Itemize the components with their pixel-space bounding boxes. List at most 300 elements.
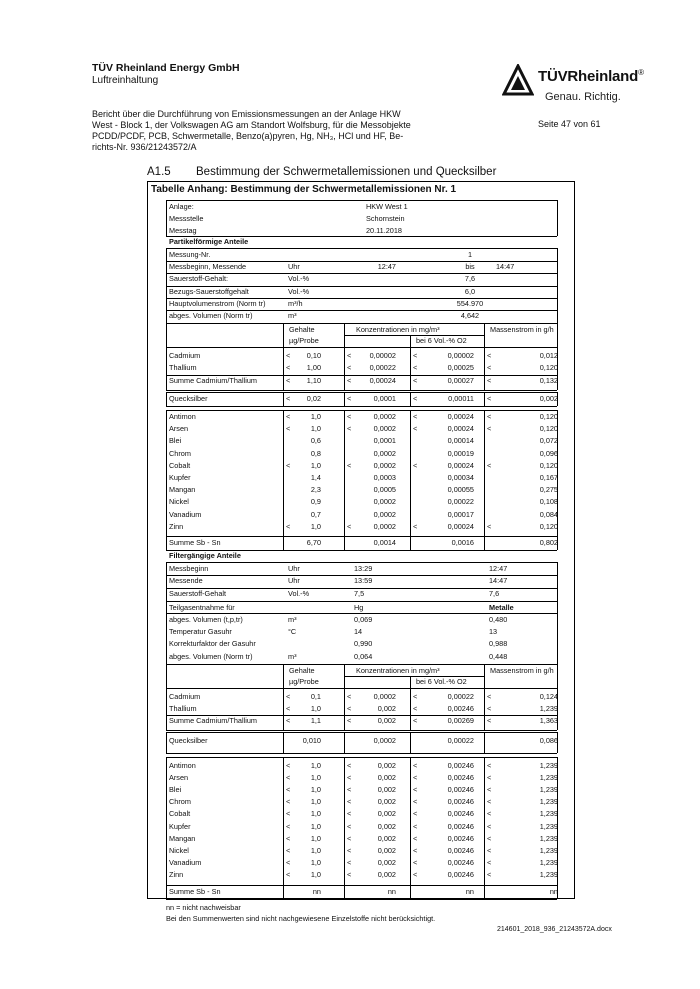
column-header: µg/Probe [289, 336, 319, 346]
rule-line [166, 562, 167, 601]
param-value: 0,990 [354, 639, 373, 649]
value-cell: 1,239 [539, 821, 558, 831]
rule-line [166, 410, 557, 411]
less-than-sign: < [347, 858, 352, 868]
less-than-sign: < [413, 716, 418, 726]
rule-line [166, 613, 167, 664]
rule-line [166, 410, 167, 536]
rule-line [344, 536, 345, 550]
value-cell: 0,010 [302, 736, 321, 746]
value-cell: 0,00055 [447, 485, 474, 495]
section-heading: Filtergängige Anteile [169, 551, 241, 561]
value-cell: 0,00034 [447, 473, 474, 482]
value-cell: 0,802 [539, 538, 558, 547]
value-cell: 0,00019 [447, 448, 474, 458]
param-label: Hauptvolumenstrom (Norm tr) [169, 298, 266, 308]
less-than-sign: < [286, 833, 291, 843]
value-cell: 0,00002 [447, 351, 474, 361]
row-label: Blei [169, 785, 182, 794]
rule-line [166, 392, 167, 406]
value-cell: 1,0 [310, 858, 321, 868]
rule-line [283, 885, 284, 899]
value-cell: 0,0014 [373, 538, 396, 547]
value-cell: 1,4 [310, 473, 321, 482]
less-than-sign: < [413, 363, 418, 373]
value-cell: 0,002 [377, 772, 396, 782]
page-number: Seite 47 von 61 [538, 119, 601, 129]
column-header: Gehalte [289, 325, 315, 335]
value-cell: 0,0005 [373, 485, 396, 495]
less-than-sign: < [347, 704, 352, 713]
less-than-sign: < [286, 691, 291, 701]
value-cell: 0,00022 [447, 497, 474, 507]
value-cell: 0,00022 [369, 363, 396, 373]
rule-line [410, 347, 411, 390]
less-than-sign: < [347, 424, 352, 434]
company-name: TÜV Rheinland Energy GmbH [92, 62, 240, 74]
param-value: 554.970 [456, 298, 484, 308]
rule-line [283, 536, 284, 550]
less-than-sign: < [286, 704, 291, 713]
param-label: Messung-Nr. [169, 250, 211, 259]
value-cell: 1,0 [310, 704, 321, 713]
row-label: Nickel [169, 846, 189, 855]
row-label: Summe Cadmium/Thallium [169, 716, 257, 726]
param-unit: Vol.-% [288, 588, 310, 598]
rule-line [166, 885, 557, 886]
rule-line [166, 664, 167, 688]
rule-line [283, 392, 284, 406]
value-cell: 0,0002 [373, 736, 396, 746]
value-cell: 0,00246 [447, 704, 474, 713]
param-unit: °C [288, 627, 297, 637]
param-label: Bezugs-Sauerstoffgehalt [169, 286, 249, 296]
value-cell: 1,0 [310, 809, 321, 819]
param-value: 0,988 [489, 639, 508, 649]
less-than-sign: < [487, 460, 492, 470]
brand-logo-text [538, 68, 644, 85]
less-than-sign: < [286, 351, 291, 361]
rule-line [166, 536, 557, 537]
less-than-sign: < [413, 858, 418, 868]
report-line: West - Block 1, der Volkswagen AG am Standort Wolfsburg, für die Messobjekte [92, 120, 411, 130]
value-cell: 0,0003 [373, 473, 396, 482]
rule-line [166, 732, 557, 733]
param-value: 13:59 [354, 576, 373, 586]
rule-line [557, 536, 558, 550]
less-than-sign: < [347, 870, 352, 880]
rule-line [344, 757, 345, 885]
less-than-sign: < [413, 691, 418, 701]
less-than-sign: < [286, 821, 291, 831]
rule-line [484, 757, 485, 885]
param-value: Metalle [489, 602, 514, 612]
value-cell: 0,002 [377, 821, 396, 831]
info-value: Schornstein [366, 214, 405, 223]
tuv-triangle-icon [502, 64, 534, 96]
rule-line [344, 885, 345, 899]
value-cell: 2,3 [310, 485, 321, 495]
value-cell: 0,0002 [373, 521, 396, 531]
value-cell: nn [549, 886, 558, 896]
less-than-sign: < [347, 821, 352, 831]
info-label: Anlage: [169, 202, 194, 211]
value-cell: 0,0002 [373, 691, 396, 701]
column-header: Gehalte [289, 665, 315, 675]
less-than-sign: < [487, 375, 492, 385]
less-than-sign: < [487, 424, 492, 434]
rule-line [166, 248, 557, 249]
less-than-sign: < [347, 797, 352, 807]
value-cell: 0,00011 [448, 393, 474, 403]
value-cell: 0,1 [310, 691, 321, 701]
less-than-sign: < [487, 809, 492, 819]
value-cell: 1,0 [310, 424, 321, 434]
rule-line [484, 536, 485, 550]
value-cell: 0,002 [377, 797, 396, 807]
less-than-sign: < [487, 521, 492, 531]
param-unit: m³ [288, 651, 297, 661]
param-label: Messbeginn [169, 564, 209, 574]
rule-line [283, 688, 284, 731]
rule-line [166, 885, 167, 899]
param-value: 0,480 [489, 615, 508, 624]
rule-line [166, 715, 557, 716]
row-label: Cobalt [169, 460, 191, 470]
column-header: bei 6 Vol.-% O2 [416, 676, 467, 686]
rule-line [410, 732, 411, 752]
param-label: Messende [169, 576, 203, 586]
less-than-sign: < [487, 785, 492, 794]
value-cell: nn [387, 886, 396, 896]
row-label: Cadmium [169, 351, 201, 361]
value-cell: 0,0016 [451, 538, 474, 547]
value-cell: 0,002 [377, 809, 396, 819]
value-cell: 0,00024 [447, 460, 474, 470]
value-cell: 0,002 [377, 785, 396, 794]
rule-line [484, 410, 485, 536]
row-label: Antimon [169, 760, 196, 770]
row-label: Thallium [169, 704, 197, 713]
value-cell: 0,00246 [447, 833, 474, 843]
less-than-sign: < [286, 846, 291, 855]
report-description [92, 109, 422, 153]
less-than-sign: < [487, 772, 492, 782]
value-cell: 1,00 [306, 363, 321, 373]
rule-line [344, 732, 345, 752]
rule-line [166, 730, 557, 731]
value-cell: 0,120 [539, 363, 558, 373]
param-value: 6,0 [464, 286, 476, 296]
row-label: Kupfer [169, 821, 191, 831]
brand-registered-mark: ® [638, 68, 644, 77]
rule-line [283, 732, 284, 752]
param-unit: Vol.-% [288, 286, 310, 296]
param-value: 7,5 [354, 588, 365, 598]
less-than-sign: < [413, 521, 418, 531]
less-than-sign: < [286, 870, 291, 880]
row-label: Zinn [169, 521, 184, 531]
value-cell: 0,02 [306, 393, 321, 403]
rule-line [557, 688, 558, 731]
value-cell: 0,00022 [447, 691, 474, 701]
column-header: Konzentrationen in mg/m³ [356, 665, 440, 675]
less-than-sign: < [286, 393, 291, 403]
value-cell: 1,0 [310, 785, 321, 794]
less-than-sign: < [487, 351, 492, 361]
less-than-sign: < [413, 375, 418, 385]
value-cell: 0,0002 [373, 424, 396, 434]
less-than-sign: < [413, 772, 418, 782]
section-number: A1.5 [147, 166, 171, 178]
value-cell: 0,00246 [447, 760, 474, 770]
value-cell: 1,10 [306, 375, 321, 385]
rule-line [166, 200, 167, 236]
less-than-sign: < [413, 797, 418, 807]
column-header: Massenstrom in g/h [490, 665, 554, 675]
report-line: Bericht über die Durchführung von Emissionsmessungen an der Anlage HKW [92, 109, 401, 119]
value-cell: 1,239 [539, 809, 558, 819]
less-than-sign: < [286, 375, 291, 385]
less-than-sign: < [413, 704, 418, 713]
less-than-sign: < [286, 809, 291, 819]
column-header: bei 6 Vol.-% O2 [416, 336, 467, 346]
rule-line [166, 757, 557, 758]
rule-line [166, 688, 167, 731]
param-value: bis [465, 262, 475, 272]
row-label: Kupfer [169, 473, 191, 482]
param-value: 12:47 [489, 564, 508, 574]
less-than-sign: < [347, 351, 352, 361]
param-value: 0,069 [354, 615, 373, 624]
row-label: Quecksilber [169, 736, 208, 746]
value-cell: 1,239 [539, 772, 558, 782]
less-than-sign: < [487, 716, 492, 726]
value-cell: 0,00022 [447, 736, 474, 746]
param-value: 0,448 [489, 651, 508, 661]
value-cell: 0,00027 [447, 375, 474, 385]
value-cell: 0,002 [377, 846, 396, 855]
less-than-sign: < [286, 412, 291, 421]
less-than-sign: < [347, 772, 352, 782]
info-label: Messtag [169, 226, 197, 235]
value-cell: 0,00024 [447, 424, 474, 434]
rule-line [410, 885, 411, 899]
rule-line [484, 732, 485, 752]
value-cell: 0,084 [539, 509, 558, 519]
rule-line [166, 664, 557, 665]
rule-line [166, 347, 557, 348]
less-than-sign: < [413, 460, 418, 470]
value-cell: 0,00246 [447, 785, 474, 794]
rule-line [166, 613, 557, 614]
column-header: Konzentrationen in mg/m³ [356, 325, 440, 335]
value-cell: 6,70 [306, 538, 321, 547]
less-than-sign: < [347, 846, 352, 855]
less-than-sign: < [286, 716, 291, 726]
info-value: HKW West 1 [366, 202, 408, 211]
value-cell: 0,8 [310, 448, 321, 458]
brand-name: TÜVRheinland [538, 68, 639, 85]
row-label: Blei [169, 436, 182, 446]
param-label: Sauerstoff-Gehalt: [169, 274, 229, 284]
less-than-sign: < [286, 460, 291, 470]
value-cell: 1,239 [539, 704, 558, 713]
value-cell: 1,239 [539, 833, 558, 843]
brand-slogan: Genau. Richtig. [545, 91, 621, 103]
param-value: Hg [354, 602, 364, 612]
row-label: Thallium [169, 363, 197, 373]
row-label: Vanadium [169, 509, 202, 519]
less-than-sign: < [413, 821, 418, 831]
rule-line [166, 392, 557, 393]
rule-line [557, 757, 558, 885]
value-cell: 0,00024 [447, 412, 474, 421]
param-unit: Uhr [288, 262, 300, 272]
less-than-sign: < [487, 412, 492, 421]
row-label: Vanadium [169, 858, 202, 868]
section-title: Bestimmung der Schwermetallemissionen und Quecksilber [196, 166, 497, 178]
less-than-sign: < [413, 846, 418, 855]
rule-line [344, 410, 345, 536]
less-than-sign: < [413, 351, 418, 361]
less-than-sign: < [413, 785, 418, 794]
less-than-sign: < [286, 760, 291, 770]
less-than-sign: < [347, 785, 352, 794]
rule-line [344, 392, 345, 406]
column-header: Massenstrom in g/h [490, 325, 554, 335]
rule-line [557, 562, 558, 601]
footnote: nn = nicht nachweisbar [166, 902, 241, 912]
less-than-sign: < [487, 833, 492, 843]
value-cell: 0,9 [310, 497, 321, 507]
rule-line [166, 536, 167, 550]
rule-line [166, 601, 557, 602]
rule-line [166, 390, 557, 391]
less-than-sign: < [487, 760, 492, 770]
value-cell: 0,120 [539, 521, 558, 531]
file-name: 214601_2018_936_21243572A.docx [497, 926, 612, 933]
value-cell: 1,239 [539, 760, 558, 770]
value-cell: 0,002 [377, 760, 396, 770]
value-cell: 0,00024 [447, 521, 474, 531]
row-label: Arsen [169, 424, 189, 434]
rule-line [557, 613, 558, 664]
param-unit: Uhr [288, 564, 300, 574]
value-cell: 0,00002 [369, 351, 396, 361]
less-than-sign: < [413, 833, 418, 843]
rule-line [484, 392, 485, 406]
rule-line [166, 732, 167, 752]
rule-line [410, 335, 411, 347]
value-cell: 0,072 [539, 436, 558, 446]
param-value: 13 [489, 627, 498, 637]
row-label: Mangan [169, 833, 196, 843]
row-label: Chrom [169, 448, 191, 458]
value-cell: 0,167 [539, 473, 558, 482]
row-label: Quecksilber [169, 393, 208, 403]
param-label: abges. Volumen (t,p,tr) [169, 615, 243, 624]
rule-line [283, 410, 284, 536]
value-cell: 0,108 [539, 497, 558, 507]
value-cell: 0,086 [539, 736, 558, 746]
less-than-sign: < [286, 363, 291, 373]
rule-line [166, 323, 167, 347]
department-name: Luftreinhaltung [92, 75, 159, 86]
value-cell: 0,096 [539, 448, 558, 458]
value-cell: 0,00246 [447, 821, 474, 831]
less-than-sign: < [487, 691, 492, 701]
rule-line [484, 688, 485, 731]
param-value: 13:29 [354, 564, 373, 574]
less-than-sign: < [347, 760, 352, 770]
value-cell: nn [312, 886, 321, 896]
param-value: 0,064 [354, 651, 373, 661]
less-than-sign: < [286, 797, 291, 807]
less-than-sign: < [413, 809, 418, 819]
less-than-sign: < [347, 363, 352, 373]
info-label: Messstelle [169, 214, 204, 223]
row-label: Chrom [169, 797, 191, 807]
param-unit: Uhr [288, 576, 300, 586]
less-than-sign: < [286, 858, 291, 868]
less-than-sign: < [487, 363, 492, 373]
value-cell: nn [465, 886, 474, 896]
less-than-sign: < [413, 760, 418, 770]
less-than-sign: < [487, 870, 492, 880]
less-than-sign: < [413, 870, 418, 880]
less-than-sign: < [347, 833, 352, 843]
rule-line [410, 392, 411, 406]
row-label: Summe Sb - Sn [169, 538, 221, 547]
value-cell: 0,275 [539, 485, 558, 495]
value-cell: 0,132 [539, 375, 558, 385]
rule-line [166, 323, 557, 324]
value-cell: 0,00246 [447, 870, 474, 880]
value-cell: 0,0002 [373, 509, 396, 519]
value-cell: 1,0 [310, 760, 321, 770]
rule-line [166, 601, 167, 613]
value-cell: 1,0 [310, 521, 321, 531]
value-cell: 0,120 [539, 460, 558, 470]
rule-line [166, 347, 167, 390]
param-label: Sauerstoff-Gehalt [169, 588, 227, 598]
value-cell: 1,0 [310, 460, 321, 470]
column-header: µg/Probe [289, 676, 319, 686]
rule-line [557, 410, 558, 536]
value-cell: 0,120 [539, 424, 558, 434]
value-cell: 0,002 [377, 870, 396, 880]
table-title: Tabelle Anhang: Bestimmung der Schwermetallemissionen Nr. 1 [151, 184, 457, 195]
rule-line [410, 676, 411, 688]
param-value: 14 [354, 627, 363, 637]
param-value: 1 [467, 250, 473, 259]
param-label: abges. Volumen (Norm tr) [169, 651, 253, 661]
value-cell: 0,00024 [369, 375, 396, 385]
param-label: Messbeginn, Messende [169, 262, 247, 272]
rule-line [410, 688, 411, 731]
rule-line [557, 200, 558, 236]
value-cell: 0,002 [539, 393, 558, 403]
rule-line [484, 664, 485, 688]
less-than-sign: < [487, 393, 492, 403]
rule-line [557, 601, 558, 613]
less-than-sign: < [286, 785, 291, 794]
param-unit: Vol.-% [288, 274, 310, 284]
rule-line [557, 347, 558, 390]
value-cell: 1,0 [310, 797, 321, 807]
rule-line [283, 323, 284, 347]
